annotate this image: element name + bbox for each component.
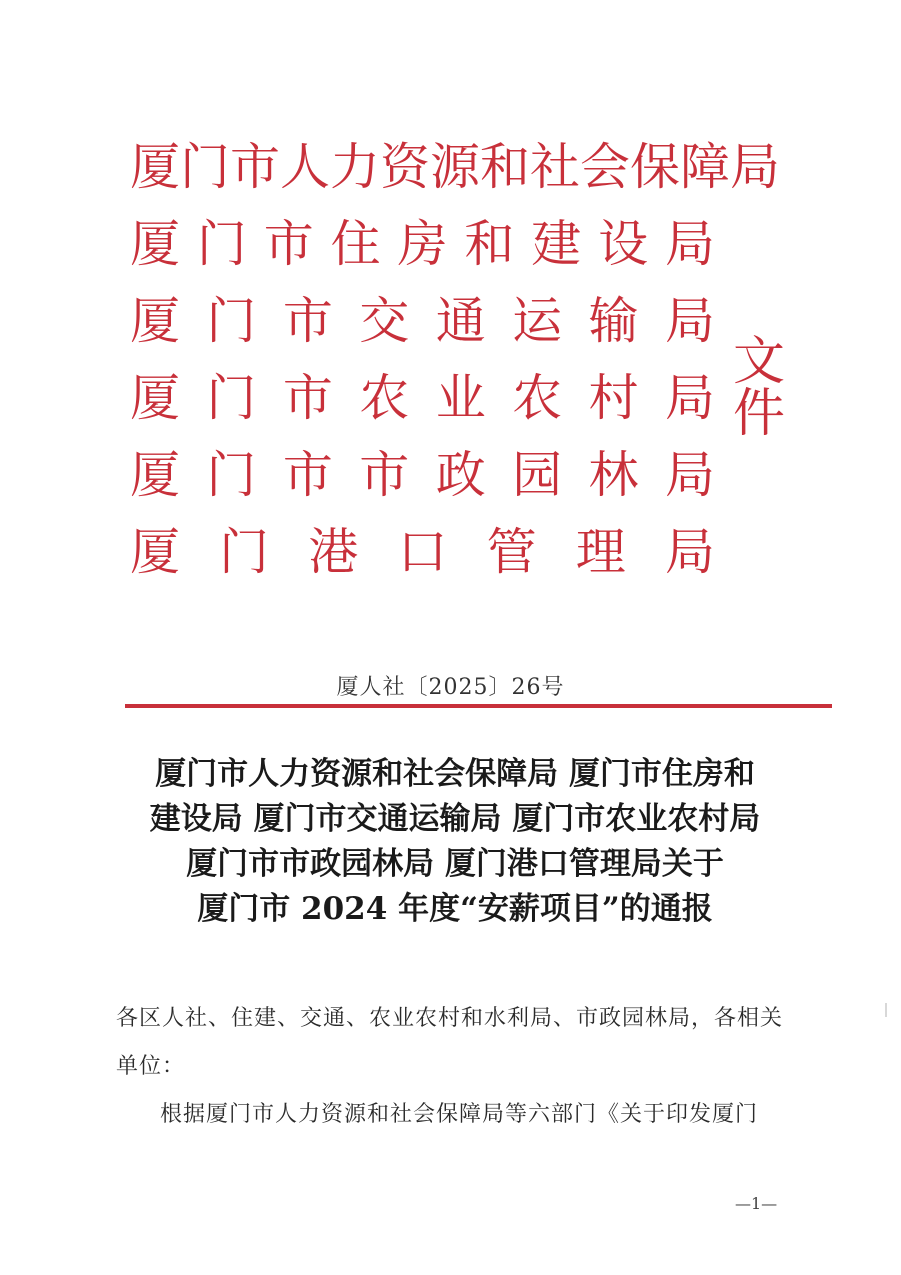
title-line: 厦门市市政园林局 厦门港口管理局关于 <box>186 846 724 882</box>
agency-line <box>130 128 780 205</box>
agency-names <box>130 128 830 590</box>
agency-line <box>130 513 715 590</box>
document-body <box>116 995 796 1139</box>
document-label: 文件 <box>733 332 788 444</box>
red-divider <box>125 704 832 708</box>
agency-char: 会 <box>580 137 630 196</box>
paragraph: 根据厦门市人力资源和社会保障局等六部门《关于印发厦门 <box>160 1102 759 1127</box>
agency-char: 农 <box>512 368 563 427</box>
agency-char: 厦 <box>130 445 180 504</box>
agency-char: 建 <box>531 214 582 273</box>
agency-char: 局 <box>665 214 715 273</box>
agency-char: 市 <box>359 445 410 504</box>
agency-char: 局 <box>664 291 715 350</box>
agency-char: 门 <box>206 368 257 427</box>
agency-char: 力 <box>330 137 380 196</box>
title-line: 厦门市 2024 年度“安薪项目”的通报 <box>197 891 713 927</box>
document-number: 厦人社〔2025〕26号 <box>336 675 565 700</box>
agency-char: 市 <box>230 137 280 196</box>
agency-header <box>130 128 830 590</box>
agency-char: 社 <box>530 137 580 196</box>
agency-char: 门 <box>206 445 257 504</box>
title-line: 厦门市人力资源和社会保障局 厦门市住房和 <box>155 756 755 792</box>
agency-line <box>130 359 715 436</box>
agency-char: 局 <box>664 445 715 504</box>
agency-line <box>130 436 715 513</box>
agency-line <box>130 205 715 282</box>
agency-char: 资 <box>380 137 430 196</box>
agency-char: 市 <box>282 368 333 427</box>
agency-char: 村 <box>588 368 639 427</box>
agency-line <box>130 282 715 359</box>
agency-char: 口 <box>397 522 448 581</box>
agency-char: 厦 <box>130 214 180 273</box>
scan-artifact <box>885 1003 887 1017</box>
agency-char: 局 <box>664 368 715 427</box>
agency-char: 厦 <box>130 522 180 581</box>
agency-char: 管 <box>486 522 537 581</box>
agency-char: 业 <box>435 368 486 427</box>
title-line: 建设局 厦门市交通运输局 厦门市农业农村局 <box>149 801 761 837</box>
agency-char: 政 <box>435 445 486 504</box>
agency-char: 市 <box>282 445 333 504</box>
agency-char: 房 <box>397 214 448 273</box>
agency-char: 运 <box>512 291 563 350</box>
agency-char: 理 <box>575 522 626 581</box>
agency-char: 厦 <box>130 368 180 427</box>
recipients: 各区人社、住建、交通、农业农村和水利局、市政园林局，各相关单位： <box>116 1006 784 1079</box>
agency-char: 交 <box>359 291 410 350</box>
page-number: —1— <box>735 1194 778 1213</box>
agency-char: 门 <box>206 291 257 350</box>
agency-char: 输 <box>588 291 639 350</box>
agency-char: 源 <box>430 137 480 196</box>
agency-char: 林 <box>588 445 639 504</box>
agency-char: 人 <box>280 137 330 196</box>
agency-char: 港 <box>308 522 359 581</box>
agency-char: 保 <box>630 137 680 196</box>
agency-char: 局 <box>664 522 715 581</box>
agency-char: 设 <box>598 214 649 273</box>
agency-char: 门 <box>219 522 270 581</box>
agency-char: 局 <box>730 137 780 196</box>
agency-char: 园 <box>512 445 563 504</box>
agency-char: 市 <box>263 214 314 273</box>
document-title <box>110 752 800 932</box>
agency-char: 厦 <box>130 291 180 350</box>
agency-char: 通 <box>435 291 486 350</box>
agency-char: 市 <box>282 291 333 350</box>
agency-char: 厦 <box>130 137 180 196</box>
agency-char: 住 <box>330 214 381 273</box>
agency-char: 和 <box>480 137 530 196</box>
agency-char: 障 <box>680 137 730 196</box>
agency-char: 农 <box>359 368 410 427</box>
agency-char: 门 <box>196 214 247 273</box>
agency-char: 和 <box>464 214 515 273</box>
agency-char: 门 <box>180 137 230 196</box>
